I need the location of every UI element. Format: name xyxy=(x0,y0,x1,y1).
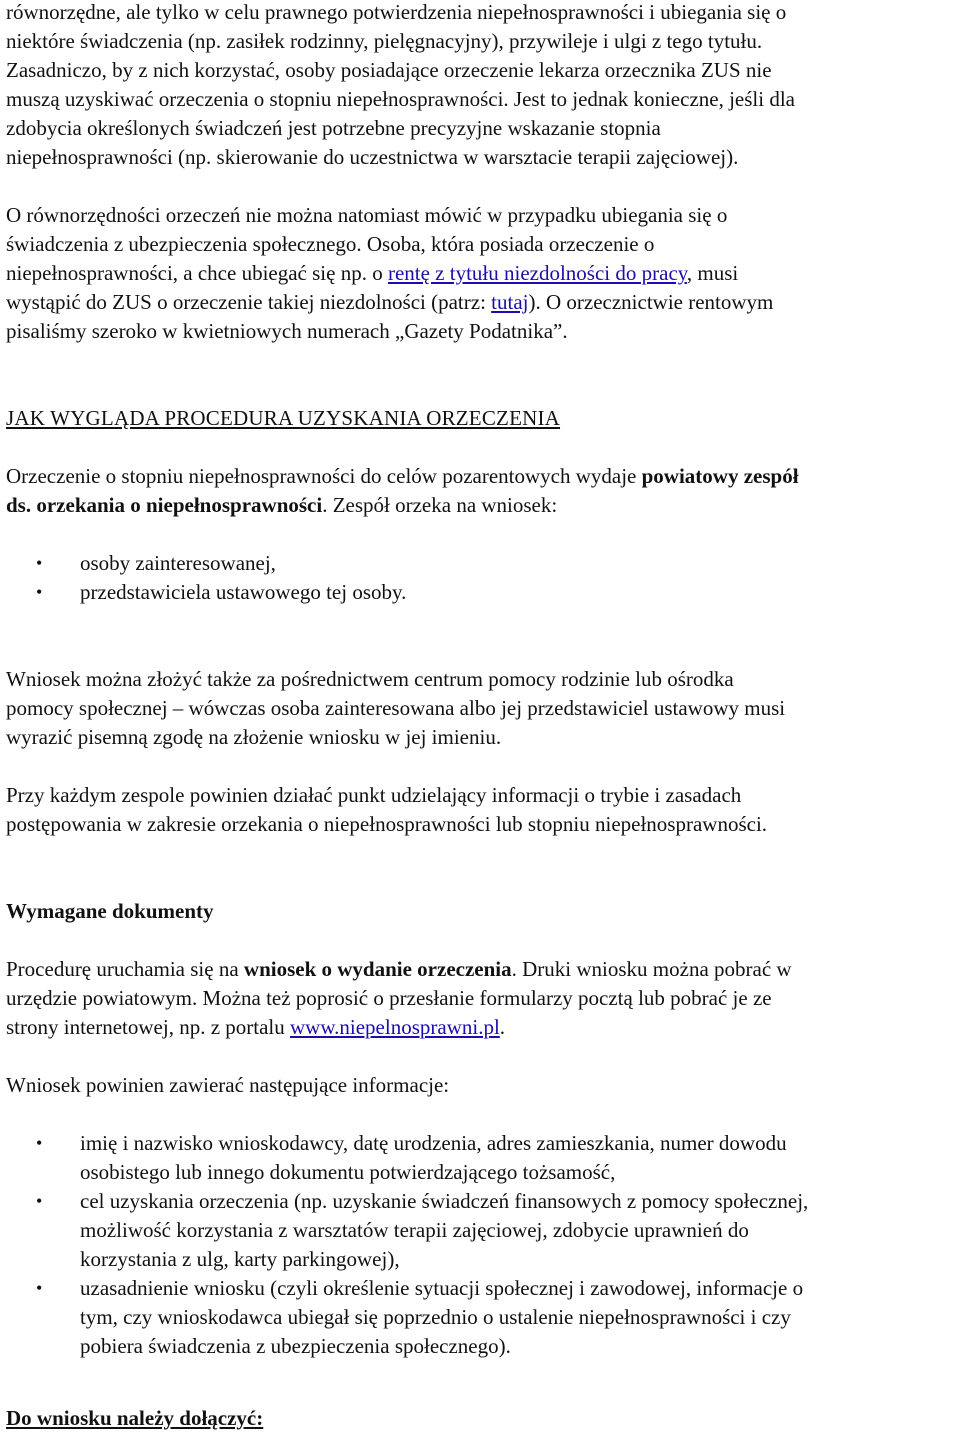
text-line: O równorzędności orzeczeń nie można natomiast mówić w przypadku ubiegania się o xyxy=(6,203,728,227)
bold-text: powiatowy zespół xyxy=(641,464,799,488)
text-fragment: . Zespół orzeka na wniosek: xyxy=(322,493,558,517)
list-item xyxy=(6,1187,956,1274)
heading-documents: Wymagane dokumenty xyxy=(6,899,214,923)
text-line: pisaliśmy szeroko w kwietniowych numerach „Gazety Podatnika”. xyxy=(6,319,568,343)
text-line: niepełnosprawności (np. skierowanie do uczestnictwa w warsztacie terapii zajęciowej). xyxy=(6,145,739,169)
list-item xyxy=(6,1129,956,1187)
text-line: równorzędne, ale tylko w celu prawnego potwierdzenia niepełnosprawności i ubiegania się o xyxy=(6,0,787,24)
text-line: cel uzyskania orzeczenia (np. uzyskanie świadczeń finansowych z pomocy społecznej, xyxy=(80,1189,809,1213)
text-line: Wniosek można złożyć także za pośrednictwem centrum pomocy rodzinie lub ośrodka xyxy=(6,667,734,691)
text-line: uzasadnienie wniosku (czyli określenie sytuacji społecznej i zawodowej, informacje o xyxy=(80,1276,804,1300)
text-line: pomocy społecznej – wówczas osoba zainteresowana albo jej przedstawiciel ustawowy musi xyxy=(6,696,786,720)
text-fragment: strony internetowej, np. z portalu xyxy=(6,1015,291,1039)
text-fragment: ). O orzecznictwie rentowym xyxy=(528,290,774,314)
document-page xyxy=(6,0,956,1433)
link-portal[interactable]: www.niepelnosprawni.pl xyxy=(290,1015,500,1039)
bold-text: ds. orzekania o niepełnosprawności xyxy=(6,493,323,517)
paragraph-submission xyxy=(6,665,956,752)
text-fragment: niepełnosprawności, a chce ubiegać się np. o xyxy=(6,261,388,285)
applicant-list xyxy=(6,549,956,607)
heading-attachments: Do wniosku należy dołączyć: xyxy=(6,1406,264,1430)
text-line: imię i nazwisko wnioskodawcy, datę urodzenia, adres zamieszkania, numer dowodu xyxy=(80,1131,787,1155)
text-line: Przy każdym zespole powinien działać punkt udzielający informacji o trybie i zasadach xyxy=(6,783,742,807)
list-item: • przedstawiciela ustawowego tej osoby. xyxy=(6,578,956,607)
text-line: wyrazić pisemną zgodę na złożenie wniosku w jej imieniu. xyxy=(6,725,502,749)
text-fragment: . xyxy=(499,1015,506,1039)
list-item: • osoby zainteresowanej, xyxy=(6,549,956,578)
bold-text: wniosek o wydanie orzeczenia xyxy=(243,957,512,981)
paragraph-social-insurance xyxy=(6,201,956,346)
link-renta[interactable]: rentę z tytułu niezdolności do pracy xyxy=(387,261,687,285)
text-line: świadczenia z ubezpieczenia społecznego. Osoba, która posiada orzeczenie o xyxy=(6,232,655,256)
text-fragment: , musi xyxy=(686,261,739,285)
paragraph-required-info: Wniosek powinien zawierać następujące informacje: xyxy=(6,1073,450,1097)
text-line: osobistego lub innego dokumentu potwierdzającego tożsamość, xyxy=(80,1160,616,1184)
paragraph-equivalence xyxy=(6,0,956,172)
paragraph-application-form xyxy=(6,955,956,1042)
text-line: niektóre świadczenia (np. zasiłek rodzinny, pielęgnacyjny), przywileje i ulgi z tego tytułu. xyxy=(6,29,763,53)
text-fragment: Procedurę uruchamia się na xyxy=(6,957,244,981)
paragraph-issuer xyxy=(6,462,956,520)
text-fragment: Orzeczenie o stopniu niepełnosprawności do celów pozarentowych wydaje xyxy=(6,464,642,488)
text-line: urzędzie powiatowym. Można też poprosić o przesłanie formularzy pocztą lub pobrać je ze xyxy=(6,986,772,1010)
link-tutaj[interactable]: tutaj xyxy=(491,290,529,314)
text-line: Zasadniczo, by z nich korzystać, osoby posiadające orzeczenie lekarza orzecznika ZUS nie xyxy=(6,58,772,82)
text-line: możliwość korzystania z warsztatów terapii zajęciowej, zdobycie uprawnień do xyxy=(80,1218,749,1242)
text-fragment: . Druki wniosku można pobrać w xyxy=(511,957,792,981)
heading-procedure: JAK WYGLĄDA PROCEDURA UZYSKANIA ORZECZENIA xyxy=(6,406,561,430)
paragraph-info-point xyxy=(6,781,956,839)
list-item xyxy=(6,1274,956,1361)
text-line: postępowania w zakresie orzekania o niepełnosprawności lub stopniu niepełnosprawności. xyxy=(6,812,768,836)
text-line: pobiera świadczenia z ubezpieczenia społecznego). xyxy=(80,1334,511,1358)
text-line: zdobycia określonych świadczeń jest potrzebne precyzyjne wskazanie stopnia xyxy=(6,116,661,140)
text-line: tym, czy wnioskodawca ubiegał się poprzednio o ustalenie niepełnosprawności i czy xyxy=(80,1305,791,1329)
text-line: muszą uzyskiwać orzeczenia o stopniu niepełnosprawności. Jest to jednak konieczne, jeśli dla xyxy=(6,87,795,111)
required-info-list xyxy=(6,1129,956,1361)
text-fragment: wystąpić do ZUS o orzeczenie takiej niezdolności (patrz: xyxy=(6,290,492,314)
text-line: korzystania z ulg, karty parkingowej), xyxy=(80,1247,400,1271)
